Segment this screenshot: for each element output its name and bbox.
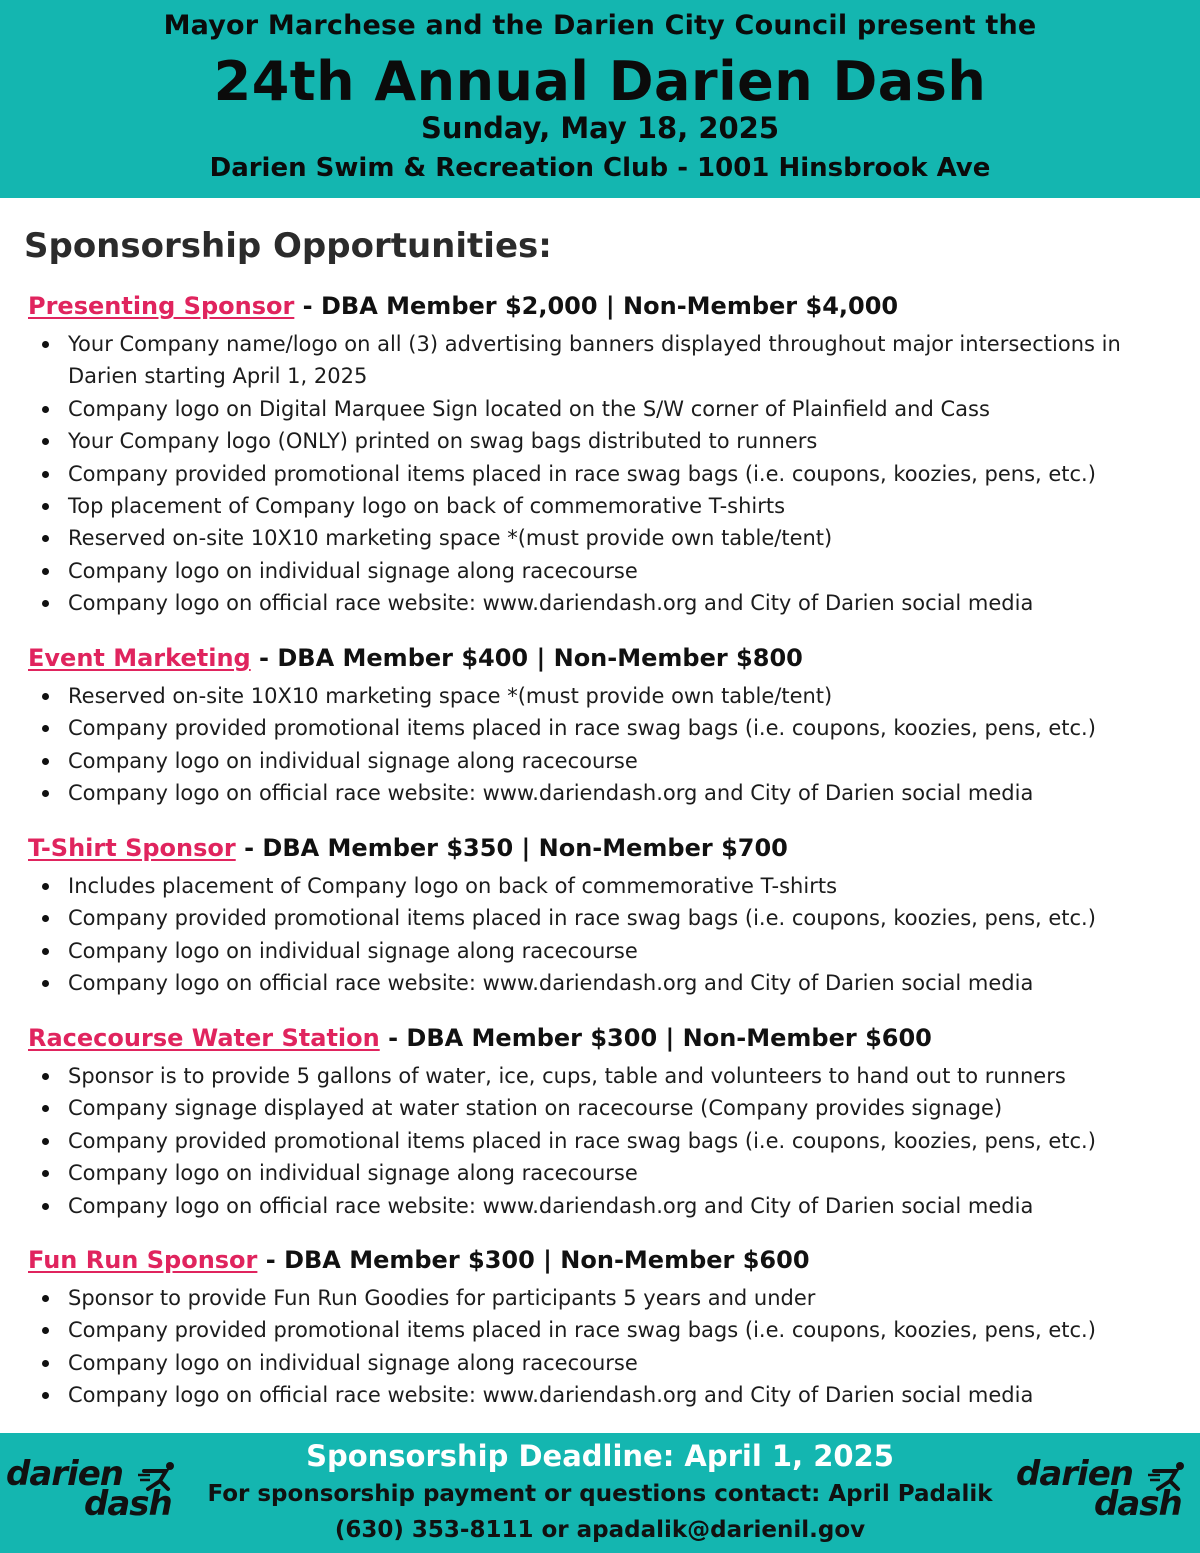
section-name: Racecourse Water Station bbox=[28, 1024, 380, 1052]
benefit-list bbox=[28, 870, 1188, 1000]
list-item: Reserved on-site 10X10 marketing space *(must provide own table/tent) bbox=[28, 522, 1188, 554]
section-heading bbox=[28, 288, 1188, 328]
list-item: Your Company name/logo on all (3) advertising banners displayed throughout major intersections in Darien starting April 1, 2025 bbox=[28, 328, 1188, 393]
section-name: Presenting Sponsor bbox=[28, 292, 295, 320]
event-title: 24th Annual Darien Dash bbox=[213, 50, 987, 113]
section-pricing: - DBA Member $300 | Non-Member $600 bbox=[379, 1024, 932, 1052]
benefit-list bbox=[28, 328, 1188, 620]
section-presenting-sponsor bbox=[28, 288, 1188, 620]
list-item: Company provided promotional items placed in race swag bags (i.e. coupons, koozies, pens, etc.) bbox=[28, 458, 1188, 490]
section-fun-run-sponsor bbox=[28, 1242, 1188, 1412]
section-heading bbox=[28, 830, 1188, 870]
section-pricing: - DBA Member $300 | Non-Member $600 bbox=[257, 1246, 810, 1274]
list-item: Company provided promotional items placed in race swag bags (i.e. coupons, koozies, pens, etc.) bbox=[28, 1314, 1188, 1346]
list-item: Sponsor is to provide 5 gallons of water, ice, cups, table and volunteers to hand out to runners bbox=[28, 1060, 1188, 1092]
section-heading bbox=[28, 640, 1188, 680]
list-item: Your Company logo (ONLY) printed on swag bags distributed to runners bbox=[28, 425, 1188, 457]
list-item: Company provided promotional items placed in race swag bags (i.e. coupons, koozies, pens, etc.) bbox=[28, 902, 1188, 934]
section-pricing: - DBA Member $2,000 | Non-Member $4,000 bbox=[294, 292, 899, 320]
list-item: Company provided promotional items placed in race swag bags (i.e. coupons, koozies, pens, etc.) bbox=[28, 712, 1188, 744]
logo-word-dash: dash bbox=[1094, 1484, 1182, 1524]
list-item: Company logo on official race website: www.dariendash.org and City of Darien social media bbox=[28, 967, 1188, 999]
contact-line: For sponsorship payment or questions contact: April Padalik bbox=[207, 1481, 993, 1507]
benefit-list bbox=[28, 680, 1188, 810]
list-item: Company provided promotional items placed in race swag bags (i.e. coupons, koozies, pens, etc.) bbox=[28, 1125, 1188, 1157]
section-heading bbox=[28, 1020, 1188, 1060]
list-item: Company logo on individual signage along racecourse bbox=[28, 1157, 1188, 1189]
event-location: Darien Swim & Recreation Club - 1001 Hinsbrook Ave bbox=[209, 153, 991, 183]
section-pricing: - DBA Member $400 | Non-Member $800 bbox=[250, 644, 803, 672]
list-item: Sponsor to provide Fun Run Goodies for participants 5 years and under bbox=[28, 1282, 1188, 1314]
footer-banner bbox=[0, 1433, 1200, 1553]
sponsorship-deadline: Sponsorship Deadline: April 1, 2025 bbox=[306, 1439, 894, 1473]
list-item: Company logo on official race website: www.dariendash.org and City of Darien social media bbox=[28, 1379, 1188, 1411]
runner-icon bbox=[1146, 1461, 1190, 1495]
presenter-line: Mayor Marchese and the Darien City Council present the bbox=[163, 10, 1037, 41]
section-name: Event Marketing bbox=[28, 644, 251, 672]
list-item: Reserved on-site 10X10 marketing space *(must provide own table/tent) bbox=[28, 680, 1188, 712]
list-item: Includes placement of Company logo on back of commemorative T-shirts bbox=[28, 870, 1188, 902]
phone-email: (630) 353-8111 or apadalik@darienil.gov bbox=[334, 1517, 866, 1543]
list-item: Company logo on official race website: www.dariendash.org and City of Darien social media bbox=[28, 1190, 1188, 1222]
section-pricing: - DBA Member $350 | Non-Member $700 bbox=[235, 834, 788, 862]
header-banner bbox=[0, 0, 1200, 198]
logo-word-dash: dash bbox=[84, 1484, 172, 1524]
list-item: Company logo on individual signage along racecourse bbox=[28, 745, 1188, 777]
event-date: Sunday, May 18, 2025 bbox=[420, 111, 780, 145]
logo-word-darien: darien bbox=[6, 1454, 123, 1494]
benefit-list bbox=[28, 1282, 1188, 1412]
section-heading bbox=[28, 1242, 1188, 1282]
list-item: Company logo on individual signage along racecourse bbox=[28, 935, 1188, 967]
section-name: Fun Run Sponsor bbox=[28, 1246, 258, 1274]
list-item: Company logo on individual signage along racecourse bbox=[28, 1347, 1188, 1379]
list-item: Company logo on official race website: www.dariendash.org and City of Darien social media bbox=[28, 777, 1188, 809]
section-tshirt-sponsor bbox=[28, 830, 1188, 1000]
section-water-station bbox=[28, 1020, 1188, 1222]
logo-word-darien: darien bbox=[1016, 1454, 1133, 1494]
darien-dash-logo bbox=[1016, 1454, 1196, 1527]
benefit-list bbox=[28, 1060, 1188, 1222]
section-event-marketing bbox=[28, 640, 1188, 810]
page-title: Sponsorship Opportunities: bbox=[24, 226, 552, 266]
list-item: Company logo on individual signage along racecourse bbox=[28, 555, 1188, 587]
list-item: Company logo on Digital Marquee Sign located on the S/W corner of Plainfield and Cass bbox=[28, 393, 1188, 425]
list-item: Company signage displayed at water station on racecourse (Company provides signage) bbox=[28, 1092, 1188, 1124]
list-item: Top placement of Company logo on back of commemorative T-shirts bbox=[28, 490, 1188, 522]
section-name: T-Shirt Sponsor bbox=[28, 834, 236, 862]
list-item: Company logo on official race website: www.dariendash.org and City of Darien social media bbox=[28, 587, 1188, 619]
